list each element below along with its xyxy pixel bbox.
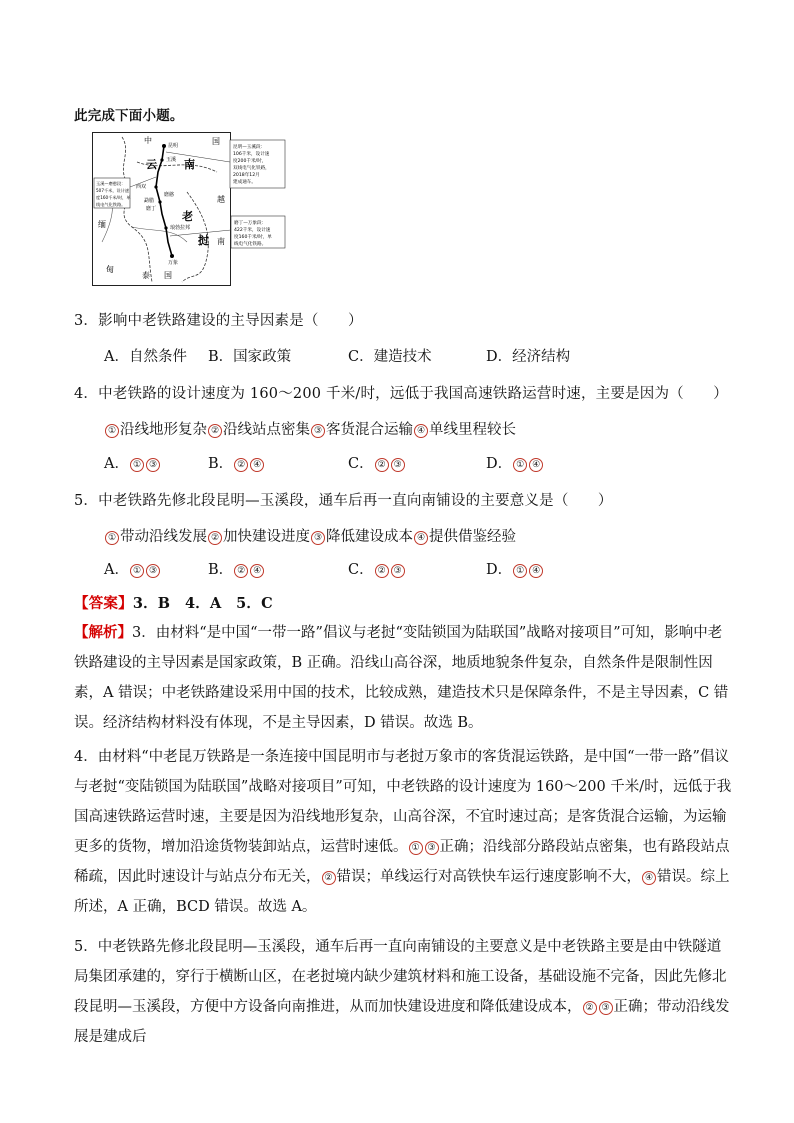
q4-option-c[interactable]: C． ② ③ — [348, 452, 406, 473]
station-luang — [164, 226, 167, 229]
answer-bracket: 【答案】 — [74, 595, 133, 612]
q4-option-b[interactable]: B． ② ④ — [208, 452, 265, 473]
label-mian: 缅 — [98, 220, 106, 229]
label-mohan: 磨憨 — [164, 192, 175, 198]
analysis-q4: 4．由材料“中老昆万铁路是一条连接中国昆明市与老挝万象市的客货混运铁路，是中国“一带一路”倡议与老挝“变陆锁国为陆联国”战略对接项目”可知，中老铁路的设计速度为 160～200 千米/时，远低于我国高速铁路运营时速，主要是因为沿线地形复杂，山高谷深，不宜时速过高；是客货混合运输，为运输更多的货物，增加沿途货物装卸站点，运营时速低。 ① ③ 正确；沿线部分路段站点密集，也有路段站点稀疏，因此时速设计与站点分布无关， ② 错误；单线运行对高铁快车运行速度影响不大， ④ 错误。综上所述，A 正确，BCD 错误。故选 A。 — [74, 749, 732, 915]
circle-3: ③ — [311, 424, 325, 438]
analysis-q3: 【解析】3．由材料“是中国“一带一路”倡议与老挝“变陆锁国为陆联国”战略对接项目”可知，影响中老铁路建设的主导因素是国家政策，B 正确。沿线山高谷深，地质地貌条件复杂，自然条件是限制性因素，A 错误；中老铁路建设采用中国的技术，比较成熟，建造技术只是保障条件，不是主导因素，C 错误。经济结构材料没有体现，不是主导因素，D 错误。故选 B。 — [74, 624, 729, 731]
q3-option-c[interactable]: C．建造技术 — [348, 349, 432, 365]
note2-l3: 度160千米/时，单 — [96, 195, 131, 200]
note1-l3: 度200千米/时， — [233, 159, 267, 164]
q5-stem: 5．中老铁路先修北段昆明—玉溪段，通车后再一直向南铺设的主要意义是（ ） — [74, 493, 613, 509]
note2-l4: 线电气化铁路。 — [96, 202, 126, 207]
railway-map-figure — [92, 132, 286, 286]
q4-option-a[interactable]: A． ① ③ — [104, 452, 161, 473]
note1-l5: 2018年12月 — [233, 173, 260, 178]
q5-option-c[interactable]: C． ② ③ — [348, 558, 406, 579]
label-nan: 南 — [184, 158, 195, 171]
answer-line — [74, 592, 273, 613]
label-guo2: 国 — [164, 271, 172, 280]
label-xishuang: 西双 — [136, 184, 147, 190]
q3-option-b[interactable]: B．国家政策 — [208, 349, 292, 365]
q3-option-a[interactable]: A．自然条件 — [104, 349, 187, 365]
label-tai: 泰 — [142, 271, 150, 280]
q4-stem: 4．中老铁路的设计速度为 160～200 千米/时，远低于我国高速铁路运营时速，主要是因为（ ） — [74, 386, 728, 402]
label-china: 中 — [144, 136, 152, 145]
label-luang: 琅勃拉邦 — [170, 225, 191, 231]
label-lao: 老 — [182, 210, 193, 223]
label-yuxi: 玉溪 — [166, 157, 177, 163]
q3-option-d[interactable]: D．经济结构 — [486, 349, 571, 365]
label-guo: 国 — [212, 137, 220, 146]
note3-l3: 度160千米/时，单 — [234, 235, 272, 240]
label-nan2: 南 — [217, 237, 225, 246]
label-yue: 越 — [217, 195, 225, 204]
circle-1: ① — [105, 424, 119, 438]
q5-option-d[interactable]: D． ① ④ — [486, 558, 544, 579]
q5-option-b[interactable]: B． ② ④ — [208, 558, 265, 579]
q5-option-a[interactable]: A． ① ③ — [104, 558, 161, 579]
intro-text: 此完成下面小题。 — [74, 108, 184, 124]
analysis-q5: 5．中老铁路先修北段昆明—玉溪段，通车后再一直向南铺设的主要意义是中老铁路主要是由中铁隧道局集团承建的，穿行于横断山区，在老挝境内缺少建筑材料和施工设备，基础设施不完备，因此先修北段昆明—玉溪段，方便中方设备向南推进，从而加快建设进度和降低建设成本， ② ③ 正确；带动沿线发展是建成后 — [74, 939, 730, 1045]
label-yun: 云 — [146, 158, 157, 171]
station-vientiane — [170, 254, 174, 258]
q5-conditions: ① 带动沿线发展 ② 加快建设进度 ③ 降低建设成本 ④ 提供借鉴经验 — [104, 525, 516, 546]
note3-l2: 422千米，设计速 — [234, 228, 271, 233]
note3-l1: 磨丁—万象段： — [234, 221, 267, 226]
analysis-bracket: 【解析】 — [74, 624, 132, 641]
q3-stem: 3．影响中老铁路建设的主导因素是（ ） — [74, 313, 363, 329]
note1-l6: 建成通车。 — [233, 180, 256, 185]
circle-4: ④ — [414, 424, 428, 438]
label-boten: 磨丁 — [146, 206, 157, 212]
answer-text: 3．B 4．A 5．C — [132, 595, 273, 612]
note3-l4: 线电气化铁路。 — [234, 242, 267, 247]
note2-l2: 507千米，设计速 — [96, 188, 130, 193]
q4-option-d[interactable]: D． ① ④ — [486, 452, 544, 473]
circle-2: ② — [208, 424, 222, 438]
label-vientiane: 万象 — [168, 260, 179, 266]
label-dian: 甸 — [106, 265, 114, 274]
station-mohan — [158, 200, 161, 203]
note2-l1: 玉溪—磨憨段： — [96, 181, 126, 186]
label-kunming: 昆明 — [168, 143, 179, 149]
note1-l1: 昆明—玉溪段： — [233, 145, 266, 150]
station-kunming — [162, 144, 166, 148]
label-wo: 挝 — [198, 234, 209, 247]
station-xishuang — [154, 185, 157, 188]
station-yuxi — [160, 158, 163, 161]
q4-conditions: ① 沿线地形复杂 ② 沿线站点密集 ③ 客货混合运输 ④ 单线里程较长 — [104, 418, 516, 439]
label-mengla: 勐腊 — [144, 198, 155, 204]
note1-l4: 双线电气化铁路， — [233, 166, 270, 171]
note1-l2: 106千米，设计速 — [233, 152, 270, 157]
